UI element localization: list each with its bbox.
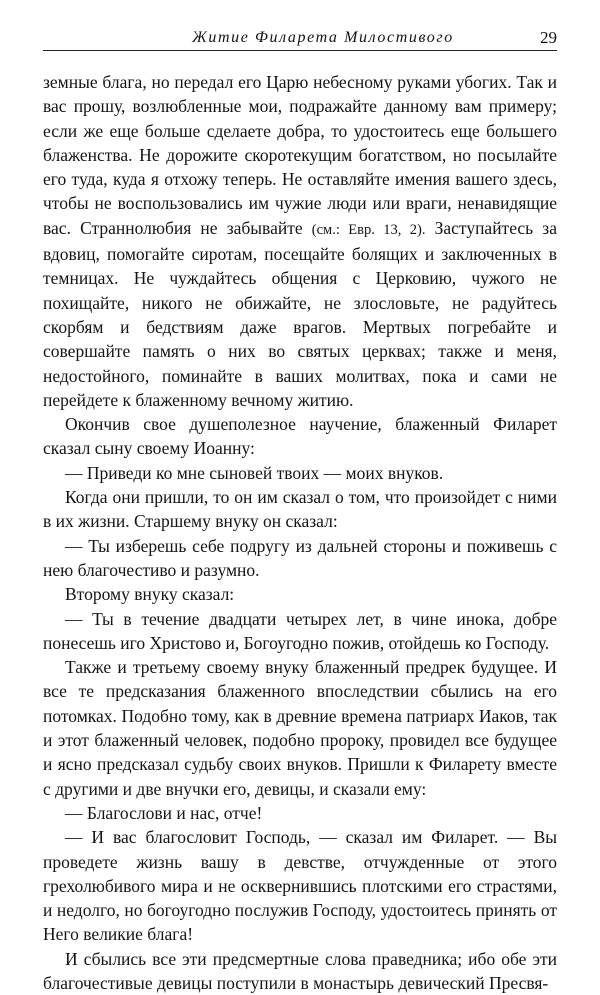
paragraph-continued — [43, 70, 557, 412]
dialogue-line: — Приведи ко мне сыновей твоих — моих внуков. — [65, 462, 444, 483]
dialogue-line: — Благослови и нас, отче! — [65, 802, 263, 823]
paragraph: Когда они пришли, то он им сказал о том, что произойдет с ними в их жизни. Старшему внуку он сказал: — [43, 487, 557, 532]
paragraph: Второму внуку сказал: — [65, 584, 235, 605]
paragraph-text: Заступайтесь за вдовиц, помогайте сиротам, посещайте болящих и заключенных в темницах. Не чуждайтесь общения с Церковию, чужого не похищайте, никого не обижайте, не злословьте, не радуйтесь скорбям и бедствиям даже врагов. Мертвых погребайте и совершайте память о них во святых церквах; также и меня, недостойного, поминайте в ваших молитвах, пока и сами не перейдете к блаженному вечному житию. — [43, 217, 557, 410]
dialogue-line: — Ты изберешь себе подругу из дальней стороны и поживешь с нею благочестиво и разумно. — [43, 535, 557, 580]
running-header — [43, 26, 557, 51]
page-number: 29 — [540, 28, 557, 47]
running-title: Житие Филарета Милостивого — [192, 29, 454, 46]
paragraph: Также и третьему своему внуку блаженный предрек будущее. И все те предсказания блаженного впоследствии сбылись на его потомках. Подобно тому, как в древние времена патриарх Иаков, так и этот блаженный человек, подобно пророку, провидел все будущее и ясно предсказал судьбу своих внуков. Пришли к Филарету вместе с другими и две внучки его, девицы, и сказали ему: — [43, 657, 557, 799]
paragraph: Окончив свое душеполезное научение, блаженный Филарет сказал сыну своему Иоанну: — [43, 414, 557, 459]
paragraph-text: земные блага, но передал его Царю небесному руками убогих. Так и вас прошу, возлюбленные мои, подражайте данному вам примеру; если же еще больше сделаете добра, то удостоитесь еще большего блаженства. Не дорожите скоротекущим богатством, но посылайте его туда, куда я отхожу теперь. Не оставляйте имения вашего здесь, чтобы не воспользовались им чужие люди или враги, ненавидящие вас. Страннолюбия не забывайте — [43, 72, 557, 238]
body-text — [43, 70, 557, 995]
dialogue-line: — И вас благословит Господь, — сказал им Филарет. — Вы проведете жизнь вашу в девстве, отчужденные от этого грехолюбивого мира и не осквернившись плотскими его страстями, и недолго, но богоугодно послужив Господу, удостоитесь принять от Него великие блага! — [43, 827, 557, 945]
paragraph: И сбылись все эти предсмертные слова праведника; ибо обе эти благочестивые девицы поступили в монастырь девический Пресвя- — [43, 948, 557, 993]
scripture-reference: (см.: Евр. 13, 2). — [311, 221, 426, 238]
dialogue-line: — Ты в течение двадцати четырех лет, в чине инока, добре понесешь иго Христово и, Богоугодно пожив, отойдешь ко Господу. — [43, 608, 557, 653]
